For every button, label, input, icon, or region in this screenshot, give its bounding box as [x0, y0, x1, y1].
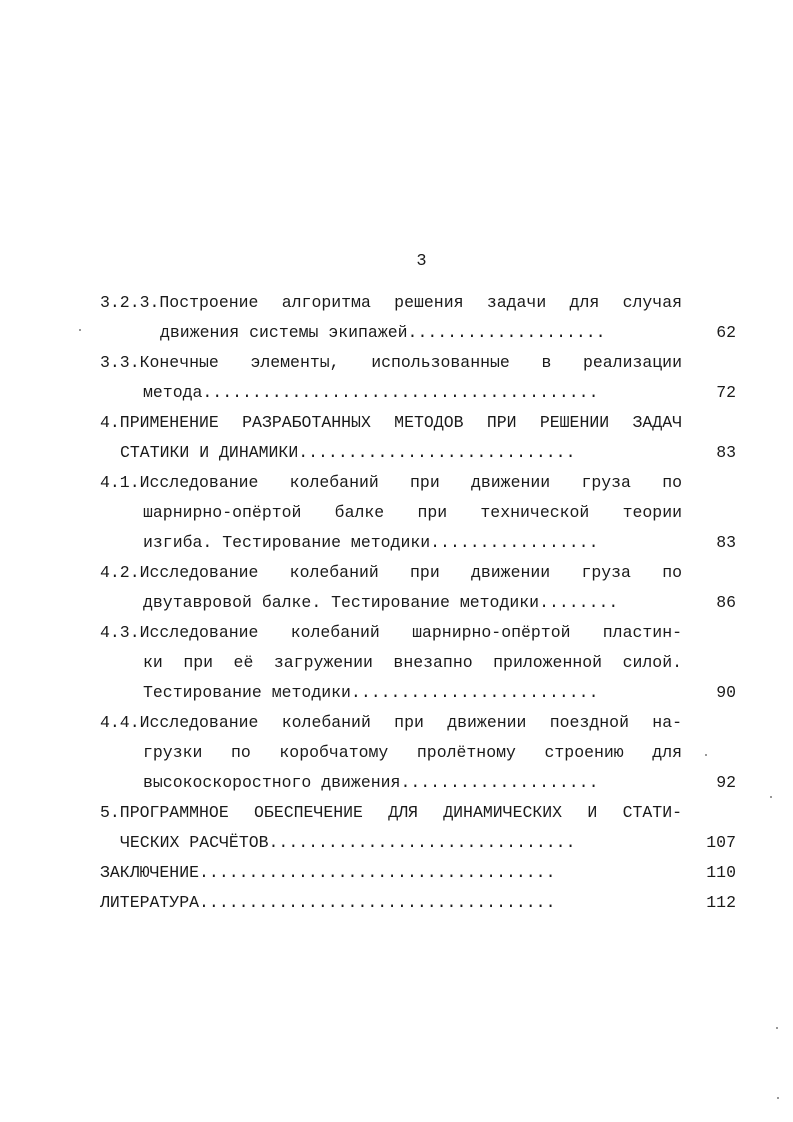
toc-conclusion-page: 110: [706, 863, 736, 882]
toc-entry-3-2-3-line2: движения системы экипажей....................: [160, 323, 606, 342]
toc-entry-4-4-page: 92: [716, 773, 736, 792]
toc-chapter-5-page: 107: [706, 833, 736, 852]
toc-entry-4-4-line1: 4.4.Исследование колебаний при движении поездной на-: [100, 713, 682, 732]
toc-entry-4-1-line1: 4.1.Исследование колебаний при движении груза по: [100, 473, 682, 492]
toc-entry-4-2-line1: 4.2.Исследование колебаний при движении груза по: [100, 563, 682, 582]
toc-entry-4-3-line2: ки при её загружении внезапно приложенной силой.: [143, 653, 682, 672]
toc-chapter-4-line1: 4.ПРИМЕНЕНИЕ РАЗРАБОТАННЫХ МЕТОДОВ ПРИ РЕШЕНИИ ЗАДАЧ: [100, 413, 682, 432]
toc-entry-4-3-page: 90: [716, 683, 736, 702]
toc-entry-4-1-line3: изгиба. Тестирование методики.................: [143, 533, 599, 552]
toc-chapter-4-line2: СТАТИКИ И ДИНАМИКИ............................: [120, 443, 576, 462]
toc-references-page: 112: [706, 893, 736, 912]
toc-entry-4-4-line2: грузки по коробчатому пролётному строению для: [143, 743, 682, 762]
toc-entry-4-1-page: 83: [716, 533, 736, 552]
toc-chapter-5-line2: ЧЕСКИХ РАСЧЁТОВ...............................: [120, 833, 576, 852]
toc-entry-4-4-line3: высокоскоростного движения....................: [143, 773, 599, 792]
toc-entry-3-2-3-page: 62: [716, 323, 736, 342]
toc-entry-4-3-line1: 4.3.Исследование колебаний шарнирно-опёртой пластин-: [100, 623, 682, 642]
scan-speck: [770, 796, 772, 798]
scan-speck: [776, 1027, 778, 1029]
toc-entry-4-1-line2: шарнирно-опёртой балке при технической теории: [143, 503, 682, 522]
toc-entry-3-3-page: 72: [716, 383, 736, 402]
scan-speck: [705, 754, 707, 756]
toc-entry-3-2-3-line1: 3.2.3.Построение алгоритма решения задачи для случая: [100, 293, 682, 312]
toc-entry-4-2-page: 86: [716, 593, 736, 612]
toc-entry-3-3-line2: метода........................................: [143, 383, 599, 402]
toc-conclusion: ЗАКЛЮЧЕНИЕ....................................: [100, 863, 556, 882]
toc-references: ЛИТЕРАТУРА....................................: [100, 893, 556, 912]
toc-entry-4-3-line3: Тестирование методики.........................: [143, 683, 599, 702]
page-number: 3: [416, 252, 427, 271]
toc-chapter-5-line1: 5.ПРОГРАММНОЕ ОБЕСПЕЧЕНИЕ ДЛЯ ДИНАМИЧЕСКИХ И СТАТИ-: [100, 803, 682, 822]
toc-chapter-4-page: 83: [716, 443, 736, 462]
scan-speck: [777, 1097, 779, 1099]
toc-entry-3-3-line1: 3.3.Конечные элементы, использованные в реализации: [100, 353, 682, 372]
toc-entry-4-2-line2: двутавровой балке. Тестирование методики........: [143, 593, 619, 612]
scan-speck: [79, 329, 81, 331]
